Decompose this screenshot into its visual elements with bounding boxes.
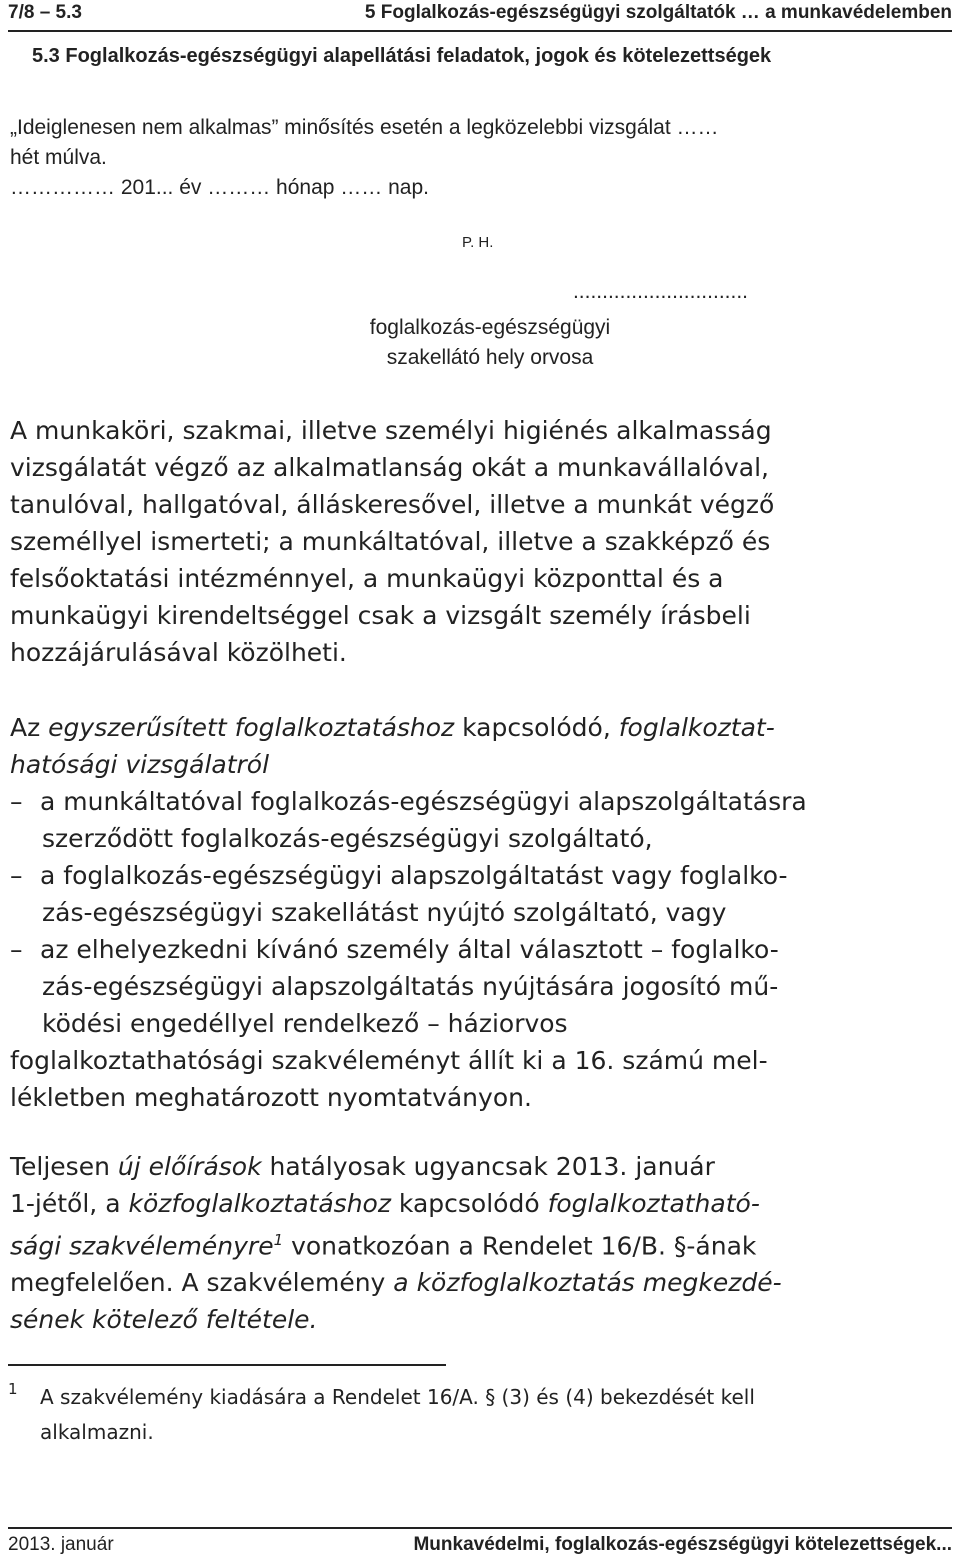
italic-run: közfoglalkoztatáshoz <box>128 1189 391 1218</box>
text-line <box>10 746 954 783</box>
list-item-continuation: zás-egészségügyi alapszolgáltatás nyújtására jogosító mű- <box>42 972 779 1001</box>
italic-run: hatósági vizsgálatról <box>10 750 270 779</box>
signature-line: .............................. <box>572 280 748 303</box>
list-item-continuation: ködési engedéllyel rendelkező – háziorvos <box>42 1009 568 1038</box>
text-line: foglalkoztathatósági szakvéleményt állít ki a 16. számú mel- <box>10 1046 768 1075</box>
text-line: felsőoktatási intézménnyel, a munkaügyi központtal és a <box>10 564 724 593</box>
text-line: A munkaköri, szakmai, illetve személyi higiénés alkalmasság <box>10 416 772 445</box>
signature-caption: foglalkozás-egészségügyi <box>369 316 611 339</box>
italic-run: sének kötelező feltétele. <box>10 1305 318 1335</box>
dash-bullet: – <box>10 861 23 890</box>
list-item <box>10 931 954 968</box>
italic-run: sági szakvéleményre <box>10 1231 274 1261</box>
italic-run: foglalkoztatható- <box>547 1189 760 1218</box>
text-line <box>10 1185 954 1222</box>
footer-book-title: Munkavédelmi, foglalkozás-egészségügyi kötelezettségek... <box>413 1534 952 1555</box>
header-section-number: 7/8 – 5.3 <box>8 2 82 23</box>
paragraph-new-rules <box>10 1148 954 1338</box>
form-line: „Ideiglenesen nem alkalmas” minősítés esetén a legközelebbi vizsgálat …… <box>10 116 719 139</box>
dash-bullet: – <box>10 935 23 964</box>
text-line <box>10 709 954 746</box>
stamp-placeholder: P. H. <box>462 234 494 251</box>
paragraph-simplified-employment <box>10 709 954 1116</box>
text-run: 1-jétől, a <box>10 1189 129 1218</box>
text-run: kapcsolódó <box>390 1189 548 1218</box>
italic-run: a közfoglalkoztatás megkezdé- <box>393 1268 782 1298</box>
footnote-rule <box>8 1364 446 1366</box>
text-line: személlyel ismerteti; a munkáltatóval, illetve a szakképző és <box>10 527 771 556</box>
text-line: lékletben meghatározott nyomtatványon. <box>10 1083 532 1112</box>
text-run: az elhelyezkedni kívánó személy által választott – foglalko- <box>40 935 779 964</box>
italic-run: egyszerűsített foglalkoztatáshoz <box>48 713 455 742</box>
text-run: megfelelően. A szakvélemény <box>10 1268 394 1298</box>
footer-date: 2013. január <box>8 1534 114 1555</box>
text-line <box>10 1301 954 1338</box>
text-line: tanulóval, hallgatóval, álláskeresővel, illetve a munkát végző <box>10 490 775 519</box>
header-rule <box>8 30 952 32</box>
form-text <box>10 113 954 203</box>
running-header <box>8 0 952 30</box>
running-footer <box>8 1532 952 1558</box>
list-item-continuation: szerződött foglalkozás-egészségügyi szolgáltató, <box>42 824 653 853</box>
form-date-line: …………… 201... év ……… hónap …… nap. <box>10 176 429 199</box>
italic-run: új előírások <box>117 1152 262 1181</box>
text-line: vizsgálatát végző az alkalmatlanság okát a munkavállalóval, <box>10 453 769 482</box>
text-line <box>10 1264 954 1301</box>
text-run: Az <box>10 713 49 742</box>
text-line: A szakvélemény kiadására a Rendelet 16/A. § (3) és (4) bekezdését kell <box>40 1385 755 1409</box>
text-run: a foglalkozás-egészségügyi alapszolgáltatást vagy foglalko- <box>40 861 788 890</box>
text-line: hozzájárulásával közölheti. <box>10 638 347 667</box>
footnote-number: 1 <box>8 1380 18 1398</box>
footer-rule <box>8 1527 952 1529</box>
text-line: alkalmazni. <box>40 1420 154 1444</box>
signature-caption: szakellátó hely orvosa <box>386 346 594 369</box>
text-line: munkaügyi kirendeltséggel csak a vizsgált személy írásbeli <box>10 601 751 630</box>
footnote-reference[interactable]: 1 <box>273 1231 284 1249</box>
footnote-text <box>40 1380 958 1450</box>
list-item <box>10 783 954 820</box>
list-item-continuation: zás-egészségügyi szakellátást nyújtó szolgáltató, vagy <box>42 898 727 927</box>
italic-run: foglalkoztat- <box>618 713 775 742</box>
form-line: hét múlva. <box>10 146 107 169</box>
text-line <box>10 1148 954 1185</box>
header-chapter-title: 5 Foglalkozás-egészségügyi szolgáltatók … a munkavédelemben <box>364 2 952 23</box>
text-run: Teljesen <box>10 1152 118 1181</box>
text-run: kapcsolódó, <box>454 713 619 742</box>
text-run: a munkáltatóval foglalkozás-egészségügyi alapszolgáltatásra <box>40 787 807 816</box>
paragraph-confidentiality <box>10 412 954 671</box>
text-line <box>10 1222 954 1264</box>
section-title: 5.3 Foglalkozás-egészségügyi alapellátási feladatok, jogok és kötelezettségek <box>32 45 772 67</box>
list-item <box>10 857 954 894</box>
dash-bullet: – <box>10 787 23 816</box>
text-run: vonatkozóan a Rendelet 16/B. §-ának <box>283 1231 757 1261</box>
text-run: hatályosak ugyancsak 2013. január <box>261 1152 715 1181</box>
